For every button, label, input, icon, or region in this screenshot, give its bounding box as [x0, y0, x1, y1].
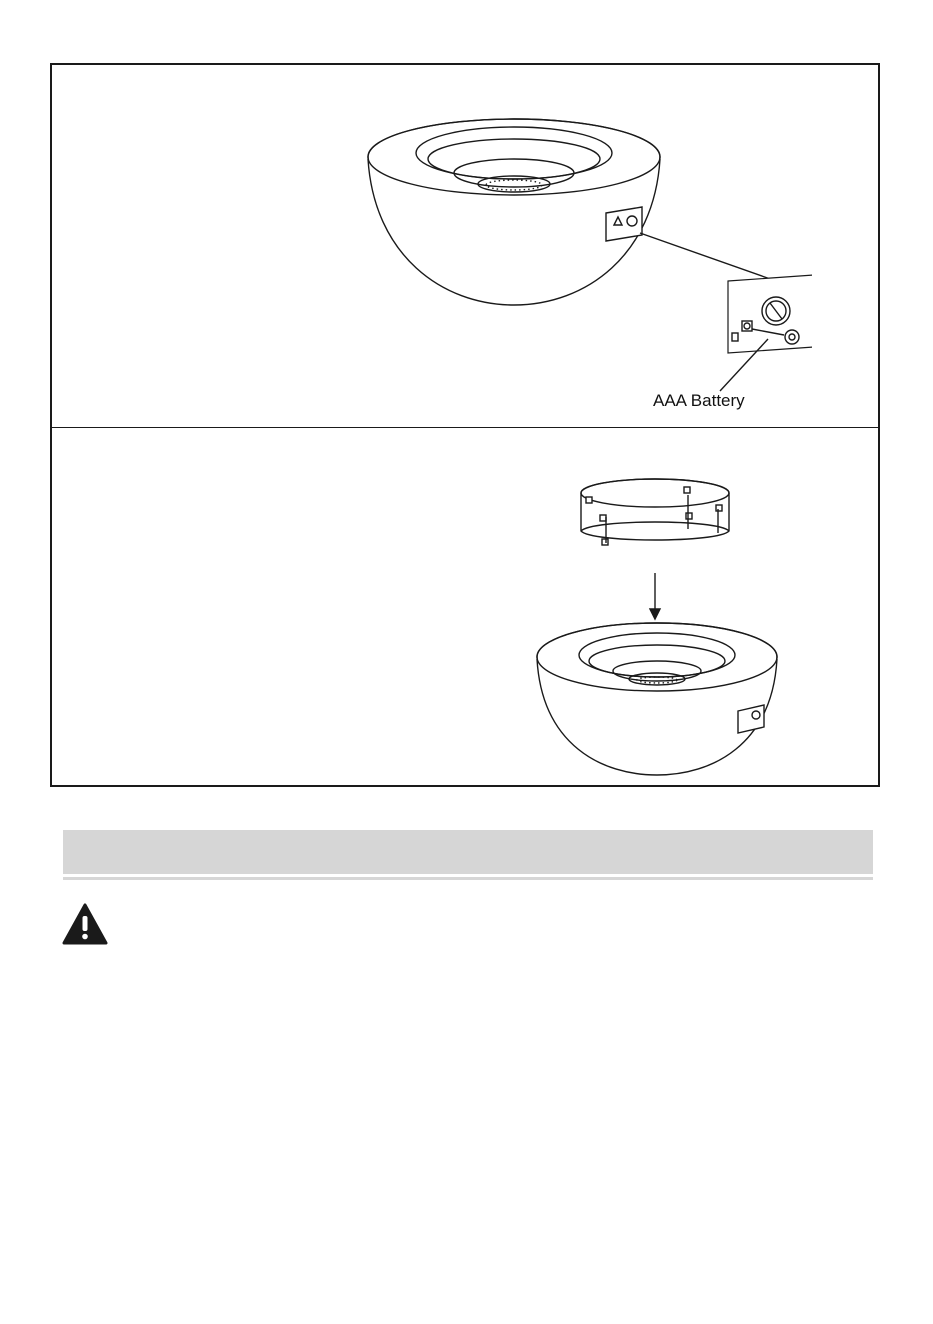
panel-divider: [52, 427, 878, 428]
section-heading-bar: [63, 830, 873, 874]
aaa-battery-callout: AAA Battery: [653, 391, 745, 410]
fire-bowl-battery-illustration: [352, 115, 812, 425]
instruction-figure-frame: [50, 63, 880, 787]
wind-guard-placement-illustration: [532, 475, 792, 785]
warning-triangle-icon: [62, 903, 108, 945]
section-rule: [63, 877, 873, 880]
